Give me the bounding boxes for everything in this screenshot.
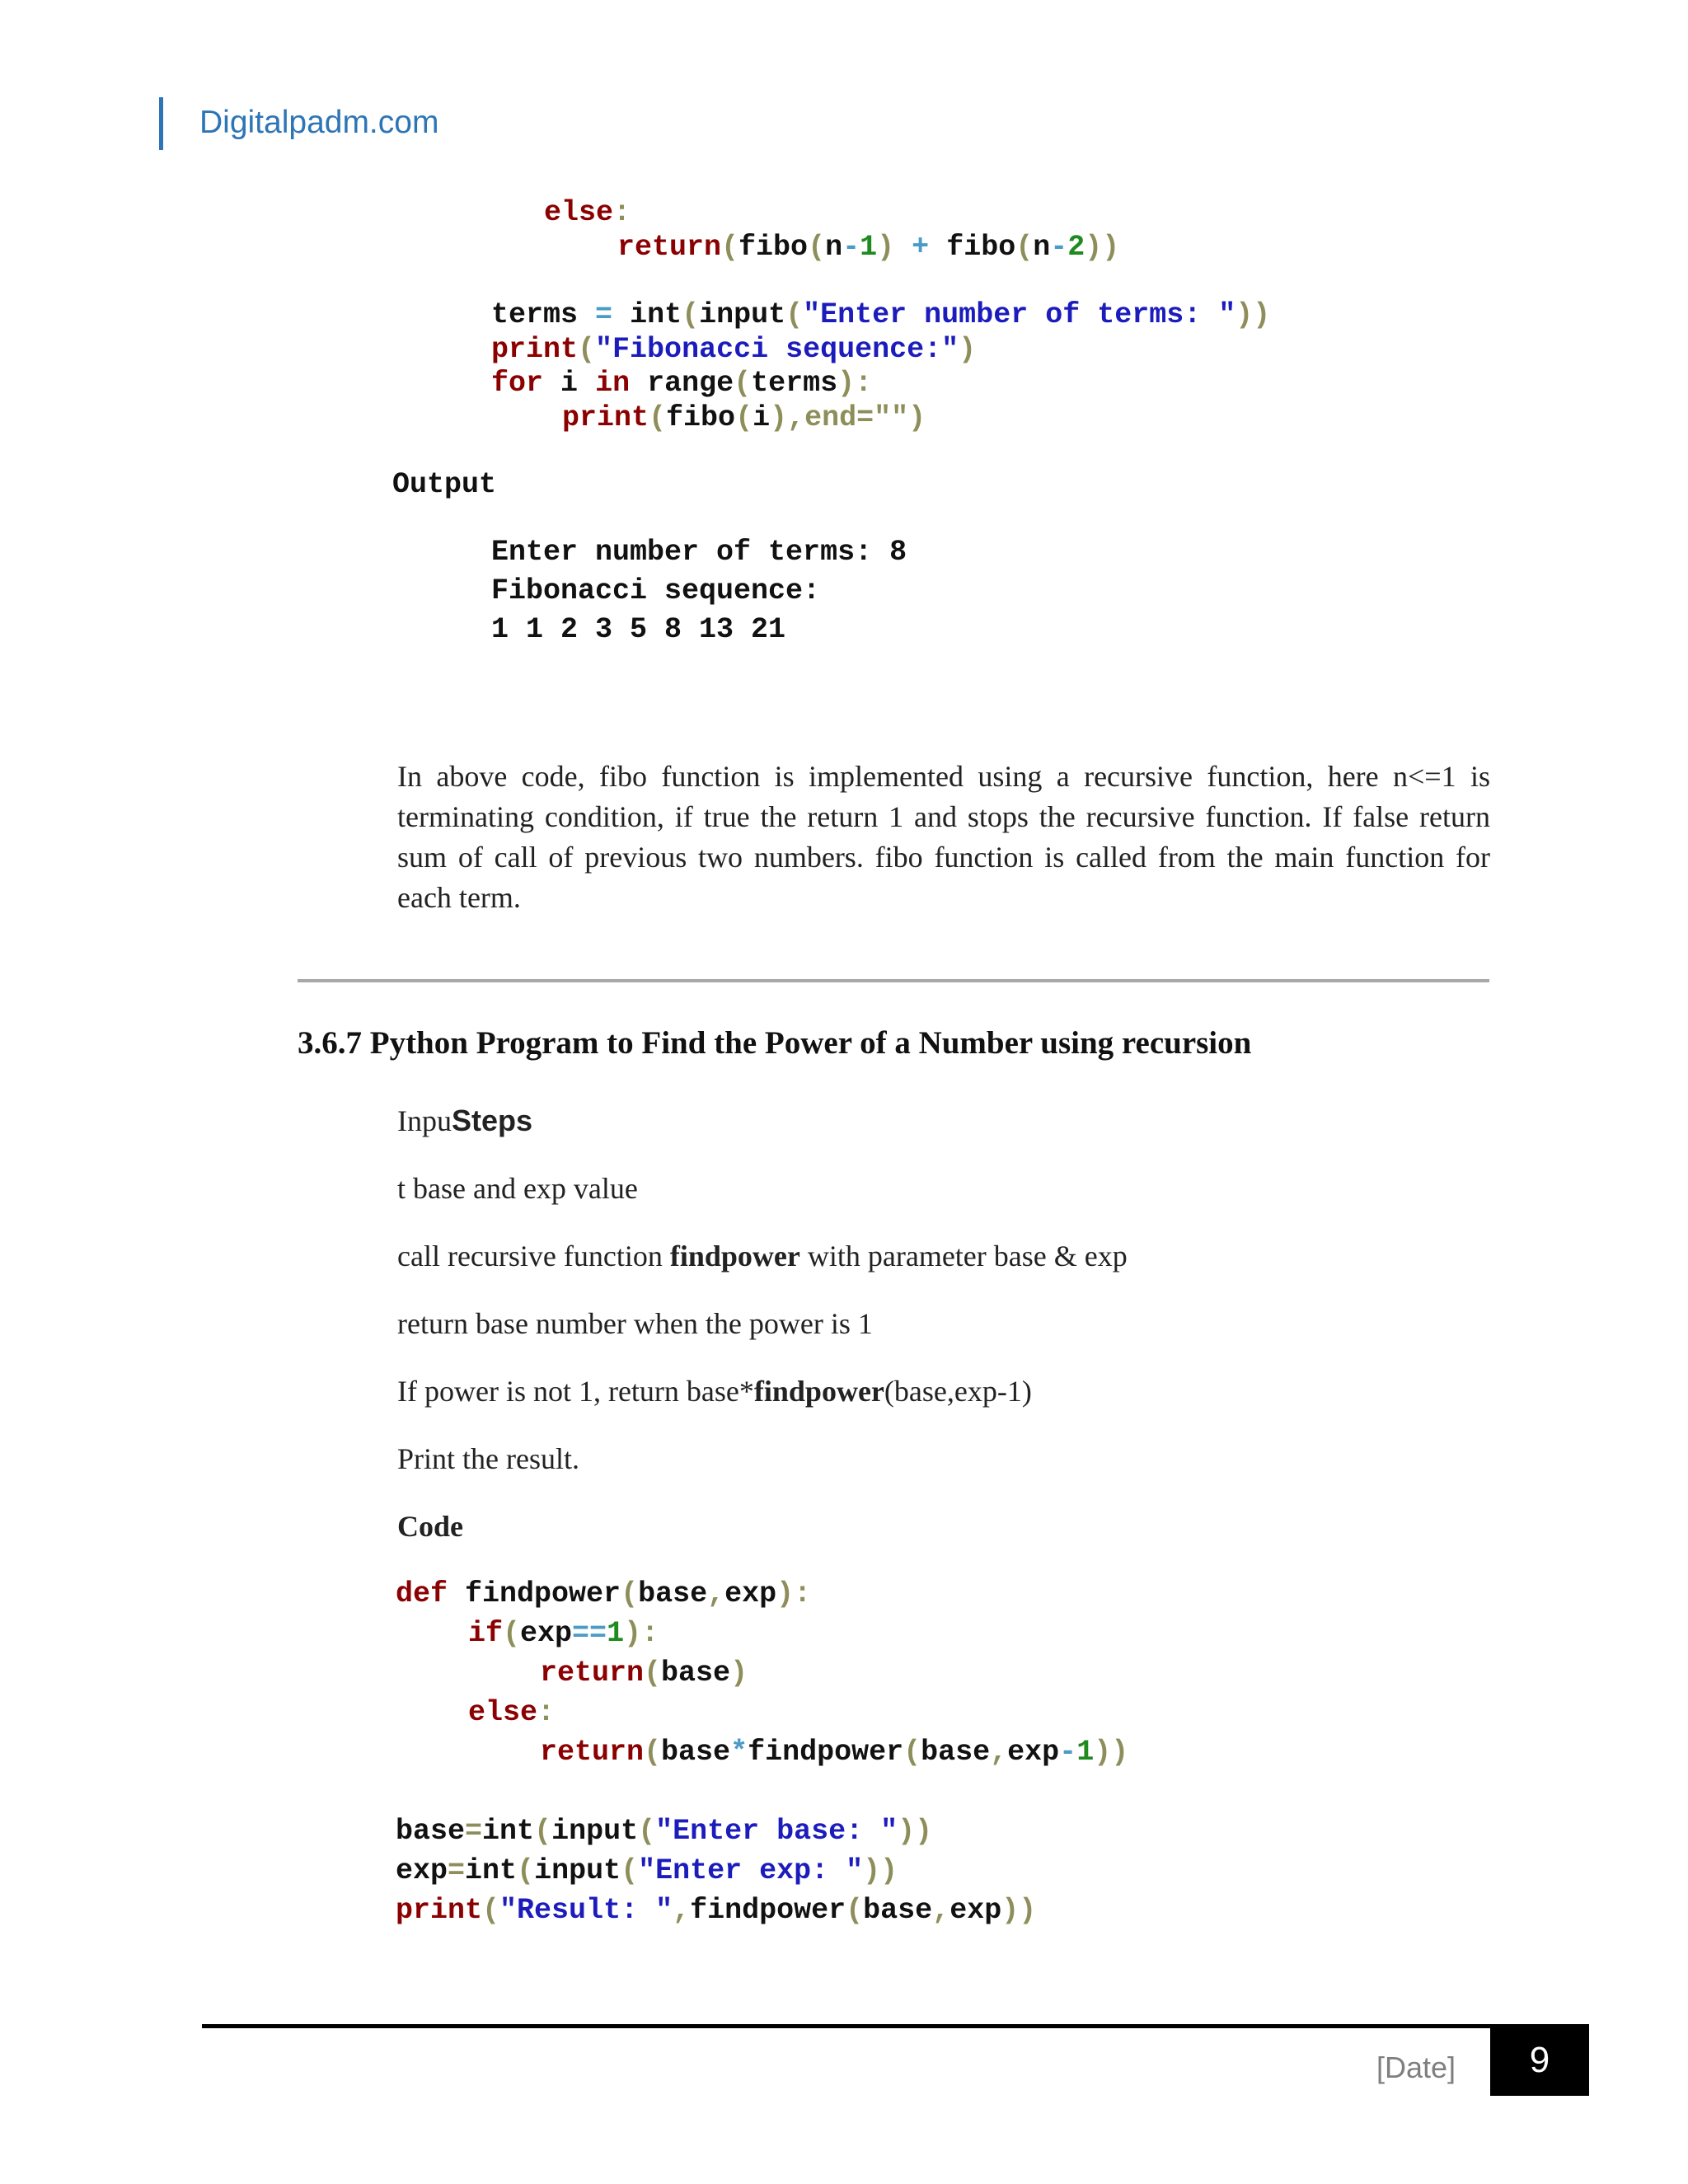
code-token: findpower bbox=[465, 1577, 621, 1610]
step-item: Print the result. bbox=[397, 1442, 579, 1475]
code-token: else bbox=[468, 1696, 538, 1729]
code-token: return bbox=[540, 1736, 645, 1769]
code-token: base bbox=[661, 1657, 731, 1690]
code-line bbox=[540, 1653, 748, 1693]
explanation-paragraph: In above code, fibo function is implemented using a recursive function, here n<=1 is terminating condition, if true the return 1 and stops the recursive function. If false return sum of call of previous two numbers. fibo function is called from the main function for each term. bbox=[397, 760, 1490, 914]
code-line bbox=[396, 1891, 1036, 1930]
code-token: int bbox=[465, 1854, 518, 1887]
code-token: : bbox=[537, 1696, 556, 1729]
code-token: n bbox=[825, 231, 843, 264]
code-token: ( bbox=[517, 1854, 535, 1887]
code-token: ( bbox=[1015, 231, 1034, 264]
code-token: )) bbox=[898, 1815, 933, 1848]
code-token: ( bbox=[903, 1736, 921, 1769]
code-token: - bbox=[1050, 231, 1068, 264]
code-token: if bbox=[468, 1617, 504, 1650]
code-token: exp bbox=[950, 1894, 1002, 1927]
code-token: ( bbox=[621, 1577, 639, 1610]
code-token: , bbox=[673, 1894, 691, 1927]
code-token: )) bbox=[1001, 1894, 1037, 1927]
footer-rule bbox=[202, 2024, 1589, 2028]
code-token: ( bbox=[644, 1657, 662, 1690]
code-token: range bbox=[647, 367, 734, 400]
code-token: ( bbox=[482, 1894, 500, 1927]
output-line: Fibonacci sequence: bbox=[491, 574, 821, 607]
steps-title: Steps bbox=[452, 1104, 533, 1137]
code-token: input bbox=[699, 298, 786, 331]
code-token: "Result: " bbox=[499, 1894, 673, 1927]
code-token: ( bbox=[846, 1894, 864, 1927]
code-token: , bbox=[707, 1577, 725, 1610]
code-token: in bbox=[595, 367, 631, 400]
output-label: Output bbox=[392, 468, 497, 501]
code-token: fibo bbox=[666, 401, 736, 434]
page-number: 9 bbox=[1529, 2040, 1550, 2080]
step-text: with parameter base & exp bbox=[799, 1240, 1128, 1272]
code-token: ): bbox=[837, 367, 873, 400]
step-function-name: findpower bbox=[753, 1375, 884, 1408]
code-token: exp bbox=[1007, 1736, 1060, 1769]
code-token: base bbox=[638, 1577, 708, 1610]
code-token: print bbox=[562, 401, 649, 434]
section-divider bbox=[298, 979, 1489, 982]
code-token: def bbox=[396, 1577, 448, 1610]
code-token: findpower bbox=[690, 1894, 846, 1927]
code-token: else bbox=[544, 196, 614, 229]
code-token: "Enter base: " bbox=[655, 1815, 898, 1848]
code-line bbox=[468, 1614, 659, 1653]
code-token: )) bbox=[1094, 1736, 1129, 1769]
code-token: == bbox=[572, 1617, 607, 1650]
code-token: ( bbox=[534, 1815, 552, 1848]
code-token: print bbox=[396, 1894, 483, 1927]
code-token: ( bbox=[578, 333, 596, 366]
code-token: base bbox=[863, 1894, 933, 1927]
code-token: ) bbox=[877, 231, 895, 264]
code-token: "Enter number of terms: " bbox=[803, 298, 1236, 331]
header-site-name: Digitalpadm.com bbox=[199, 105, 439, 140]
code-token: i bbox=[560, 367, 579, 400]
step-text: (base,exp-1) bbox=[884, 1375, 1032, 1408]
code-token: = bbox=[448, 1854, 466, 1887]
code-token: base bbox=[661, 1736, 731, 1769]
output-line: Enter number of terms: 8 bbox=[491, 536, 907, 569]
code-token: findpower bbox=[748, 1736, 904, 1769]
code-token: ),end="") bbox=[770, 401, 926, 434]
section-heading: 3.6.7 Python Program to Find the Power of a Number using recursion bbox=[298, 1025, 1252, 1061]
code-line bbox=[396, 1851, 898, 1891]
code-token: )) bbox=[863, 1854, 898, 1887]
code-line bbox=[540, 1732, 1128, 1772]
code-token: ( bbox=[734, 367, 752, 400]
code-line bbox=[396, 1574, 811, 1614]
step-text: If power is not 1, return base* bbox=[397, 1375, 754, 1408]
code-token: 1 bbox=[860, 231, 878, 264]
code-line bbox=[491, 295, 1270, 335]
step-function-name: findpower bbox=[669, 1240, 800, 1272]
code-line bbox=[396, 1811, 932, 1851]
code-token: + bbox=[912, 231, 930, 264]
code-token: ): bbox=[776, 1577, 812, 1610]
code-token: n bbox=[1033, 231, 1051, 264]
code-token: )) bbox=[1236, 298, 1271, 331]
footer-date: [Date] bbox=[1376, 2050, 1456, 2084]
code-token: 1 bbox=[607, 1617, 625, 1650]
code-token: int bbox=[630, 298, 682, 331]
code-token: int bbox=[482, 1815, 535, 1848]
steps-line bbox=[397, 1101, 532, 1141]
code-token: fibo bbox=[946, 231, 1016, 264]
code-label: Code bbox=[397, 1510, 463, 1543]
code-line bbox=[468, 1693, 555, 1732]
code-token: ) bbox=[959, 333, 977, 366]
step-item: return base number when the power is 1 bbox=[397, 1307, 873, 1340]
code-token: ( bbox=[682, 298, 700, 331]
code-token: exp bbox=[396, 1854, 448, 1887]
code-token: "Enter exp: " bbox=[638, 1854, 864, 1887]
code-token: - bbox=[1059, 1736, 1077, 1769]
output-line: 1 1 2 3 5 8 13 21 bbox=[491, 613, 786, 646]
code-line bbox=[617, 227, 1119, 267]
code-token: ): bbox=[624, 1617, 659, 1650]
code-token: ) bbox=[730, 1657, 748, 1690]
header-accent-bar bbox=[159, 97, 163, 150]
code-token: )) bbox=[1085, 231, 1120, 264]
code-token: base bbox=[396, 1815, 466, 1848]
code-token: "Fibonacci sequence:" bbox=[595, 333, 959, 366]
code-token: ( bbox=[503, 1617, 521, 1650]
code-token: ( bbox=[721, 231, 739, 264]
code-token: base bbox=[921, 1736, 991, 1769]
steps-text: Inpu bbox=[397, 1104, 452, 1137]
code-token: - bbox=[842, 231, 860, 264]
code-token: : bbox=[613, 196, 631, 229]
code-token: input bbox=[534, 1854, 621, 1887]
code-token: = bbox=[465, 1815, 483, 1848]
code-token: fibo bbox=[738, 231, 809, 264]
code-token: input bbox=[551, 1815, 639, 1848]
code-token: = bbox=[595, 298, 613, 331]
code-token: 1 bbox=[1076, 1736, 1095, 1769]
step-item: t base and exp value bbox=[397, 1172, 638, 1205]
code-token: return bbox=[540, 1657, 645, 1690]
code-token: ( bbox=[638, 1815, 656, 1848]
code-token: , bbox=[932, 1894, 950, 1927]
code-token: exp bbox=[520, 1617, 573, 1650]
code-token: i bbox=[753, 401, 771, 434]
code-token: 2 bbox=[1067, 231, 1085, 264]
code-token: ( bbox=[808, 231, 826, 264]
code-token: terms bbox=[751, 367, 838, 400]
code-token: ( bbox=[649, 401, 667, 434]
step-text: call recursive function bbox=[397, 1240, 670, 1272]
code-token: ( bbox=[785, 298, 804, 331]
code-token: , bbox=[990, 1736, 1008, 1769]
code-line bbox=[562, 398, 926, 438]
code-token: terms bbox=[491, 298, 579, 331]
code-line bbox=[544, 193, 631, 232]
code-token: return bbox=[617, 231, 722, 264]
code-token: ( bbox=[735, 401, 753, 434]
code-token: for bbox=[491, 367, 544, 400]
code-token: ( bbox=[621, 1854, 639, 1887]
code-token: print bbox=[491, 333, 579, 366]
code-token: * bbox=[730, 1736, 748, 1769]
step-item bbox=[397, 1236, 1128, 1276]
code-line bbox=[491, 363, 872, 403]
code-token: exp bbox=[724, 1577, 777, 1610]
code-token: ( bbox=[644, 1736, 662, 1769]
step-item bbox=[397, 1371, 1032, 1411]
